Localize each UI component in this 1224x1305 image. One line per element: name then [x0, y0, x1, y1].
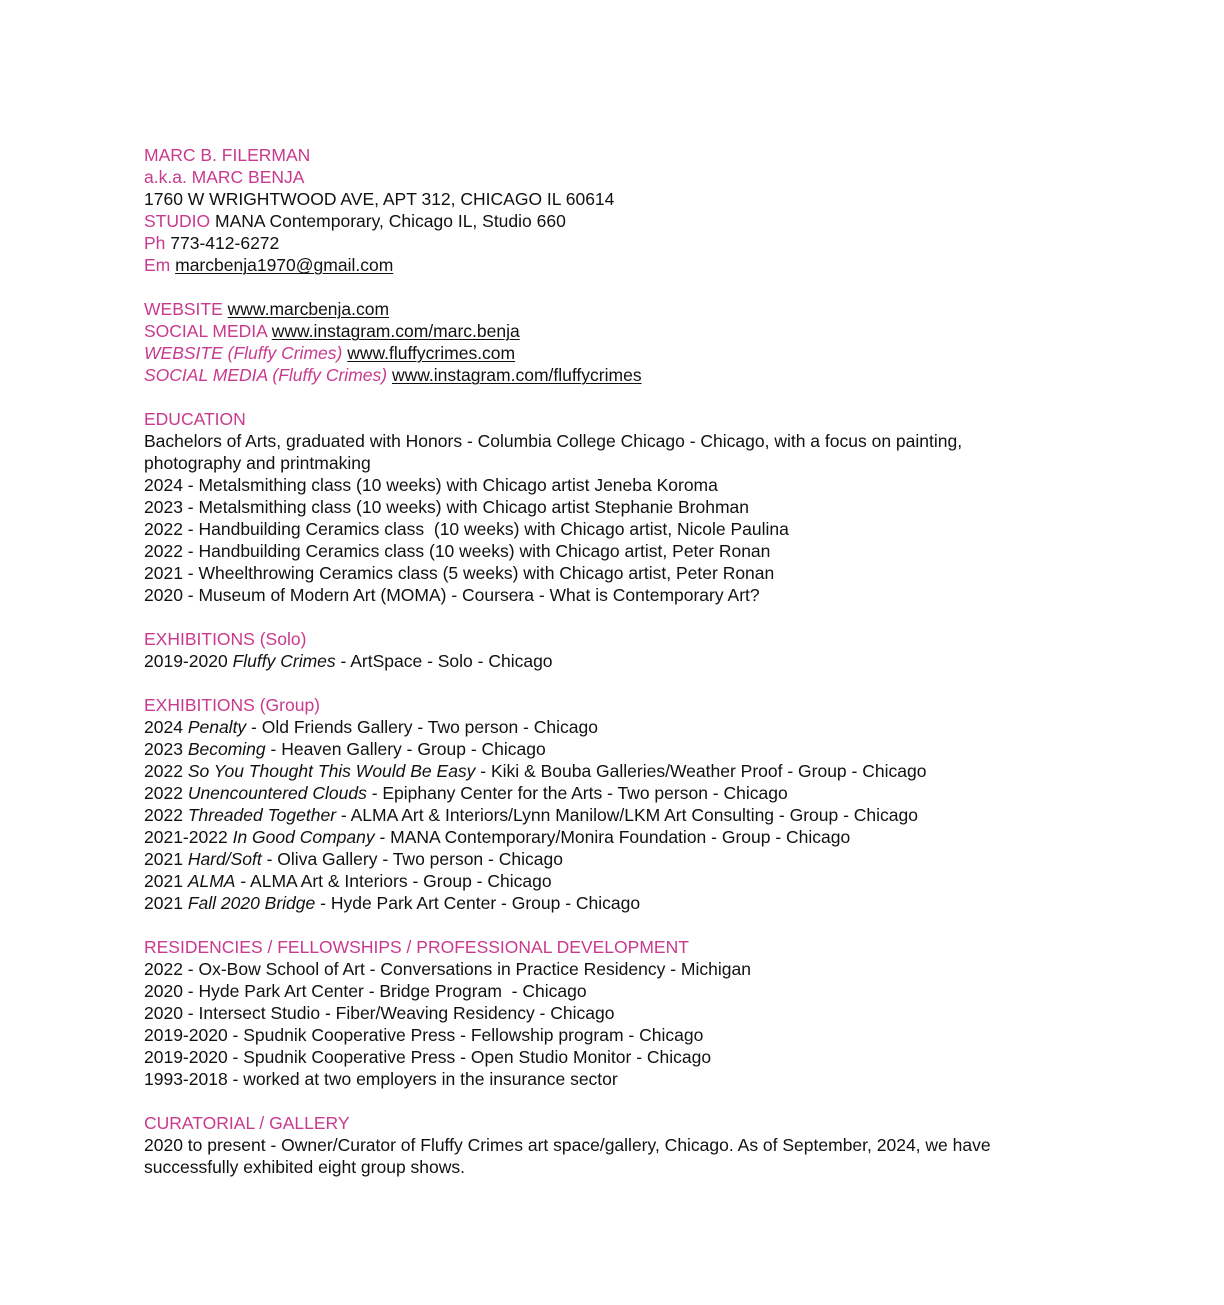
- group-heading: EXHIBITIONS (Group): [144, 695, 321, 715]
- email-link[interactable]: marcbenja1970@gmail.com: [175, 255, 394, 275]
- group-details: - Old Friends Gallery - Two person - Chicago: [246, 717, 598, 737]
- group-item: [144, 892, 1044, 914]
- phone-value: 773-412-6272: [170, 233, 280, 253]
- curatorial-heading: CURATORIAL / GALLERY: [144, 1113, 350, 1133]
- group-details: - ALMA Art & Interiors/Lynn Manilow/LKM Art Consulting - Group - Chicago: [336, 805, 918, 825]
- group-item: [144, 826, 1044, 848]
- education-heading: EDUCATION: [144, 409, 246, 429]
- phone-line: [144, 232, 1044, 254]
- residency-item: 2019-2020 - Spudnik Cooperative Press - Fellowship program - Chicago: [144, 1025, 704, 1045]
- group-title: Penalty: [187, 717, 247, 737]
- education-list: [144, 474, 1044, 606]
- solo-details: - ArtSpace - Solo - Chicago: [335, 651, 553, 671]
- email-label: Em: [144, 255, 171, 275]
- education-item: 2024 - Metalsmithing class (10 weeks) with Chicago artist Jeneba Koroma: [144, 475, 718, 495]
- education-item: 2020 - Museum of Modern Art (MOMA) - Coursera - What is Contemporary Art?: [144, 585, 760, 605]
- fc-social-label: SOCIAL MEDIA (Fluffy Crimes): [144, 365, 388, 385]
- residency-item: 1993-2018 - worked at two employers in the insurance sector: [144, 1069, 618, 1089]
- education-item: 2023 - Metalsmithing class (10 weeks) with Chicago artist Stephanie Brohman: [144, 497, 750, 517]
- education-item: 2022 - Handbuilding Ceramics class (10 weeks) with Chicago artist, Nicole Paulina: [144, 519, 789, 539]
- fc-social-link[interactable]: www.instagram.com/fluffycrimes: [391, 365, 642, 385]
- solo-title: Fluffy Crimes: [232, 651, 336, 671]
- group-year: 2021: [144, 871, 183, 891]
- group-year: 2021: [144, 849, 183, 869]
- group-details: - Kiki & Bouba Galleries/Weather Proof - Group - Chicago: [475, 761, 927, 781]
- education-item: 2022 - Handbuilding Ceramics class (10 weeks) with Chicago artist, Peter Ronan: [144, 541, 771, 561]
- studio-line: [144, 210, 1044, 232]
- social-link[interactable]: www.instagram.com/marc.benja: [271, 321, 520, 341]
- group-details: - ALMA Art & Interiors - Group - Chicago: [235, 871, 552, 891]
- group-details: - Oliva Gallery - Two person - Chicago: [261, 849, 563, 869]
- curatorial-text: 2020 to present - Owner/Curator of Fluffy Crimes art space/gallery, Chicago. As of September, 2024, we have successfully exhibited eight group shows.: [144, 1135, 991, 1177]
- group-year: 2022: [144, 805, 183, 825]
- residencies-list: [144, 958, 1044, 1090]
- group-details: - Epiphany Center for the Arts - Two person - Chicago: [366, 783, 788, 803]
- group-year: 2022: [144, 783, 183, 803]
- group-details: - Hyde Park Art Center - Group - Chicago: [315, 893, 641, 913]
- studio-value: MANA Contemporary, Chicago IL, Studio 660: [215, 211, 566, 231]
- group-item: [144, 738, 1044, 760]
- artist-aka: a.k.a. MARC BENJA: [144, 167, 305, 187]
- group-title: Hard/Soft: [187, 849, 262, 869]
- fc-website-label: WEBSITE (Fluffy Crimes): [144, 343, 343, 363]
- address: 1760 W WRIGHTWOOD AVE, APT 312, CHICAGO IL 60614: [144, 189, 615, 209]
- fc-social-line: [144, 364, 1044, 386]
- group-list: [144, 716, 1044, 914]
- residency-item: 2022 - Ox-Bow School of Art - Conversations in Practice Residency - Michigan: [144, 959, 751, 979]
- studio-label: STUDIO: [144, 211, 211, 231]
- fc-website-line: [144, 342, 1044, 364]
- group-item: [144, 760, 1044, 782]
- website-label: WEBSITE: [144, 299, 223, 319]
- solo-item: [144, 650, 1044, 672]
- group-title: Unencountered Clouds: [187, 783, 367, 803]
- solo-year: 2019-2020: [144, 651, 228, 671]
- group-year: 2022: [144, 761, 183, 781]
- website-link[interactable]: www.marcbenja.com: [227, 299, 390, 319]
- email-line: [144, 254, 1044, 276]
- group-title: Becoming: [187, 739, 266, 759]
- group-details: - MANA Contemporary/Monira Foundation - Group - Chicago: [374, 827, 851, 847]
- group-year: 2021-2022: [144, 827, 228, 847]
- social-line: [144, 320, 1044, 342]
- resume-page: [144, 144, 1044, 1178]
- residency-item: 2019-2020 - Spudnik Cooperative Press - Open Studio Monitor - Chicago: [144, 1047, 712, 1067]
- group-item: [144, 848, 1044, 870]
- group-item: [144, 870, 1044, 892]
- group-year: 2021: [144, 893, 183, 913]
- website-line: [144, 298, 1044, 320]
- social-label: SOCIAL MEDIA: [144, 321, 267, 341]
- residencies-heading: RESIDENCIES / FELLOWSHIPS / PROFESSIONAL DEVELOPMENT: [144, 937, 689, 957]
- fc-website-link[interactable]: www.fluffycrimes.com: [347, 343, 516, 363]
- group-year: 2023: [144, 739, 183, 759]
- residency-item: 2020 - Hyde Park Art Center - Bridge Program - Chicago: [144, 981, 587, 1001]
- group-title: In Good Company: [232, 827, 375, 847]
- group-item: [144, 804, 1044, 826]
- education-degree: Bachelors of Arts, graduated with Honors - Columbia College Chicago - Chicago, with a focus on painting, photography and printmaking: [144, 431, 963, 473]
- education-item: 2021 - Wheelthrowing Ceramics class (5 weeks) with Chicago artist, Peter Ronan: [144, 563, 775, 583]
- group-title: Fall 2020 Bridge: [187, 893, 316, 913]
- group-details: - Heaven Gallery - Group - Chicago: [265, 739, 546, 759]
- group-title: Threaded Together: [187, 805, 337, 825]
- group-item: [144, 782, 1044, 804]
- group-title: So You Thought This Would Be Easy: [187, 761, 476, 781]
- residency-item: 2020 - Intersect Studio - Fiber/Weaving Residency - Chicago: [144, 1003, 615, 1023]
- artist-name: MARC B. FILERMAN: [144, 145, 311, 165]
- group-title: ALMA: [187, 871, 236, 891]
- group-item: [144, 716, 1044, 738]
- solo-heading: EXHIBITIONS (Solo): [144, 629, 307, 649]
- phone-label: Ph: [144, 233, 166, 253]
- group-year: 2024: [144, 717, 183, 737]
